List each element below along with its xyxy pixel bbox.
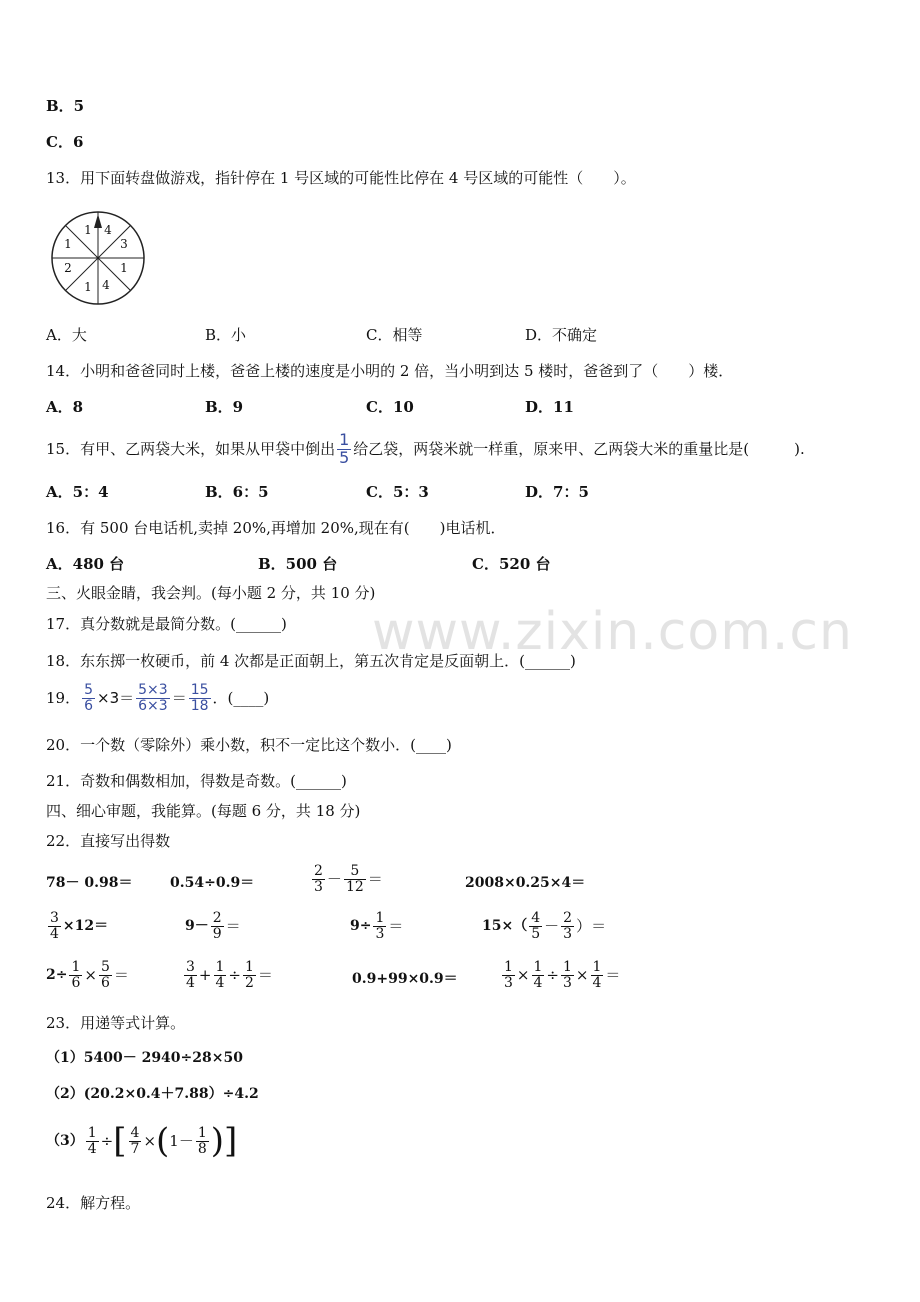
frac-den: 12: [345, 878, 364, 895]
spinner-label: 1: [120, 261, 128, 275]
operator: －: [326, 869, 342, 888]
q15-option-b: B．6：5: [205, 483, 269, 501]
frac-den: 3: [314, 878, 323, 895]
q19-times3: ×3＝: [97, 688, 135, 707]
q19-frac-1-den: 6: [84, 697, 94, 714]
q18-text: 18．东东掷一枚硬币，前 4 次都是正面朝上，第五次肯定是反面朝上．(______): [46, 652, 576, 670]
frac-num: 1: [87, 1124, 97, 1141]
q22-r2c1: [46, 911, 108, 941]
operator: ×: [143, 1131, 157, 1150]
q14-option-c: C．10: [366, 398, 414, 416]
q15-frac-den: 5: [339, 447, 350, 467]
frac-den: 4: [215, 974, 225, 991]
frac-den: 4: [533, 974, 543, 991]
q16-option-c: C．520 台: [472, 555, 551, 573]
q22-r1c4: 2008×0.25×4＝: [465, 875, 586, 891]
operator: ÷: [546, 965, 559, 984]
operator: ×: [575, 965, 589, 984]
spinner-label: 4: [102, 278, 110, 292]
operator: －: [544, 916, 560, 935]
expr-post: ）＝: [576, 916, 607, 935]
q16-option-a: A．480 台: [46, 555, 125, 573]
equals: ＝: [225, 916, 241, 935]
frac-num: 1: [375, 910, 385, 926]
q19-frac-2-den: 6×3: [138, 697, 168, 714]
frac-den: 6: [71, 974, 81, 991]
expr-pre: 2÷: [46, 967, 68, 984]
frac-den: 3: [375, 925, 385, 942]
equals: ＝: [388, 916, 404, 935]
frac-den: 3: [563, 925, 573, 942]
q22-r2c2: [185, 911, 241, 941]
q14-option-b: B．9: [205, 398, 244, 416]
frac-den: 8: [197, 1140, 207, 1157]
q19-frac-1: [82, 683, 95, 713]
frac-den: 3: [563, 974, 572, 991]
q19-text: [46, 683, 269, 713]
q15-fraction: [337, 432, 351, 467]
q22-r2c3: [350, 911, 403, 941]
frac-num: 2: [314, 863, 323, 879]
frac-den: 4: [87, 1140, 97, 1157]
section-4-heading: 四、细心审题，我能算。(每题 6 分，共 18 分): [46, 802, 361, 820]
section-3-heading: 三、火眼金睛，我会判。(每小题 2 分，共 10 分): [46, 584, 376, 602]
frac-num: 3: [186, 959, 195, 975]
frac-num: 1: [563, 959, 572, 975]
q23-part-1: （1）5400－ 2940÷28×50: [46, 1050, 243, 1066]
q15-option-c: C．5：3: [366, 483, 429, 501]
operator: ×: [516, 965, 530, 984]
left-paren-icon: (: [156, 1121, 170, 1161]
frac-den: 5: [531, 925, 541, 942]
q14-option-a: A．8: [46, 398, 84, 416]
frac-den: 7: [130, 1140, 140, 1157]
q22-r3c4: [500, 960, 620, 990]
q19-suffix: ．(____): [212, 688, 270, 707]
frac-num: 1: [197, 1124, 207, 1141]
left-square-bracket-icon: [: [113, 1121, 127, 1161]
q20-text: 20．一个数（零除外）乘小数，积不一定比这个数小．(____): [46, 736, 452, 754]
q13-text: 13．用下面转盘做游戏，指针停在 1 号区域的可能性比停在 4 号区域的可能性（ ）。: [46, 169, 636, 187]
q15-frac-num: 1: [339, 430, 350, 449]
expr-one-minus: 1－: [169, 1131, 194, 1150]
q13-option-d: D．不确定: [525, 326, 598, 344]
frac-num: 2: [212, 910, 222, 926]
frac-num: 1: [533, 959, 543, 975]
q19-frac-3-den: 18: [190, 697, 209, 714]
q23-part-3: [46, 1121, 238, 1161]
frac-den: 4: [50, 925, 59, 942]
frac-num: 1: [245, 959, 254, 975]
q15-option-a: A．5：4: [46, 483, 109, 501]
q17-text: 17．真分数就是最简分数。(______): [46, 615, 287, 633]
spinner-label: 1: [84, 223, 92, 237]
q19-frac-2-num: 5×3: [138, 682, 168, 698]
expr-rest: ×12＝: [62, 918, 109, 935]
q19-frac-2: [136, 683, 170, 713]
q23-title: 23．用递等式计算。: [46, 1014, 186, 1032]
q19-frac-1-num: 5: [84, 682, 94, 698]
frac-den: 9: [212, 925, 222, 942]
q22-r1c3: [310, 864, 383, 894]
q15-text-before: 15．有甲、乙两袋大米，如果从甲袋中倒出: [46, 439, 336, 458]
q19-eq: ＝: [171, 688, 187, 707]
equals: ＝: [605, 965, 621, 984]
spinner-label: 3: [120, 237, 128, 251]
frac-den: 4: [186, 974, 195, 991]
frac-den: 3: [504, 974, 513, 991]
q13-option-c: C．相等: [366, 326, 423, 344]
q22-r3c2: [182, 960, 273, 990]
equals: ＝: [367, 869, 383, 888]
equals: ＝: [113, 965, 129, 984]
frac-num: 3: [50, 910, 59, 926]
q13-option-b: B．小: [205, 326, 247, 344]
frac-num: 1: [71, 959, 81, 975]
q24-text: 24．解方程。: [46, 1194, 141, 1212]
q14-option-d: D．11: [525, 398, 574, 416]
q16-option-b: B．500 台: [258, 555, 338, 573]
right-paren-icon: ): [210, 1121, 225, 1161]
frac-den: 4: [592, 974, 602, 991]
q23-part-3-label: （3）: [46, 1133, 84, 1149]
expr-pre: 15×（: [482, 918, 528, 935]
q22-r1c2: 0.54÷0.9＝: [170, 875, 255, 891]
operator: ÷: [100, 1131, 114, 1150]
q16-text: 16．有 500 台电话机,卖掉 20%,再增加 20%,现在有( )电话机．: [46, 519, 506, 537]
spinner-label: 4: [104, 223, 112, 237]
frac-num: 1: [215, 959, 225, 975]
frac-den: 6: [100, 974, 110, 991]
frac-num: 4: [130, 1124, 140, 1141]
frac-den: 2: [245, 974, 254, 991]
q19-frac-3: [189, 683, 211, 713]
operator: ÷: [228, 965, 241, 984]
q22-r1c1: 78－ 0.98＝: [46, 875, 133, 891]
prev-option-c: C．6: [46, 133, 84, 151]
operator: ×: [84, 965, 97, 984]
expr-pre: 9－: [185, 918, 209, 935]
q15-text: [46, 432, 805, 467]
frac-num: 5: [350, 863, 360, 879]
spinner-label: 1: [64, 237, 72, 251]
q14-text: 14．小明和爸爸同时上楼，爸爸上楼的速度是小明的 2 倍，当小明到达 5 楼时，爸爸到了（ ）楼．: [46, 362, 734, 380]
spinner-label: 2: [64, 261, 72, 275]
q13-option-a: A．大: [46, 326, 87, 344]
q22-r3c3: 0.9+99×0.9＝: [352, 971, 458, 987]
right-square-bracket-icon: ]: [224, 1121, 238, 1161]
operator: +: [198, 965, 212, 984]
q21-text: 21．奇数和偶数相加，得数是奇数。(______): [46, 772, 347, 790]
q22-r2c4: [482, 911, 606, 941]
spinner-diagram: [50, 210, 146, 306]
spinner-label: 1: [84, 280, 92, 294]
q22-r3c1: [46, 960, 129, 990]
frac-num: 5: [100, 959, 110, 975]
frac-num: 1: [592, 959, 602, 975]
frac-num: 2: [563, 910, 573, 926]
frac-num: 1: [504, 959, 513, 975]
q15-option-d: D．7：5: [525, 483, 589, 501]
q15-text-after: 给乙袋，两袋米就一样重，原来甲、乙两袋大米的重量比是( ).: [353, 439, 805, 458]
q23-part-2: （2）(20.2×0.4＋7.88）÷4.2: [46, 1086, 259, 1102]
expr-pre: 9÷: [350, 918, 372, 935]
equals: ＝: [257, 965, 273, 984]
q22-title: 22．直接写出得数: [46, 832, 171, 850]
watermark: www.zixin.com.cn: [372, 602, 853, 662]
prev-option-b: B．5: [46, 97, 85, 115]
frac-num: 4: [531, 910, 541, 926]
q19-frac-3-num: 15: [190, 682, 209, 698]
q19-prefix: 19．: [46, 688, 81, 707]
